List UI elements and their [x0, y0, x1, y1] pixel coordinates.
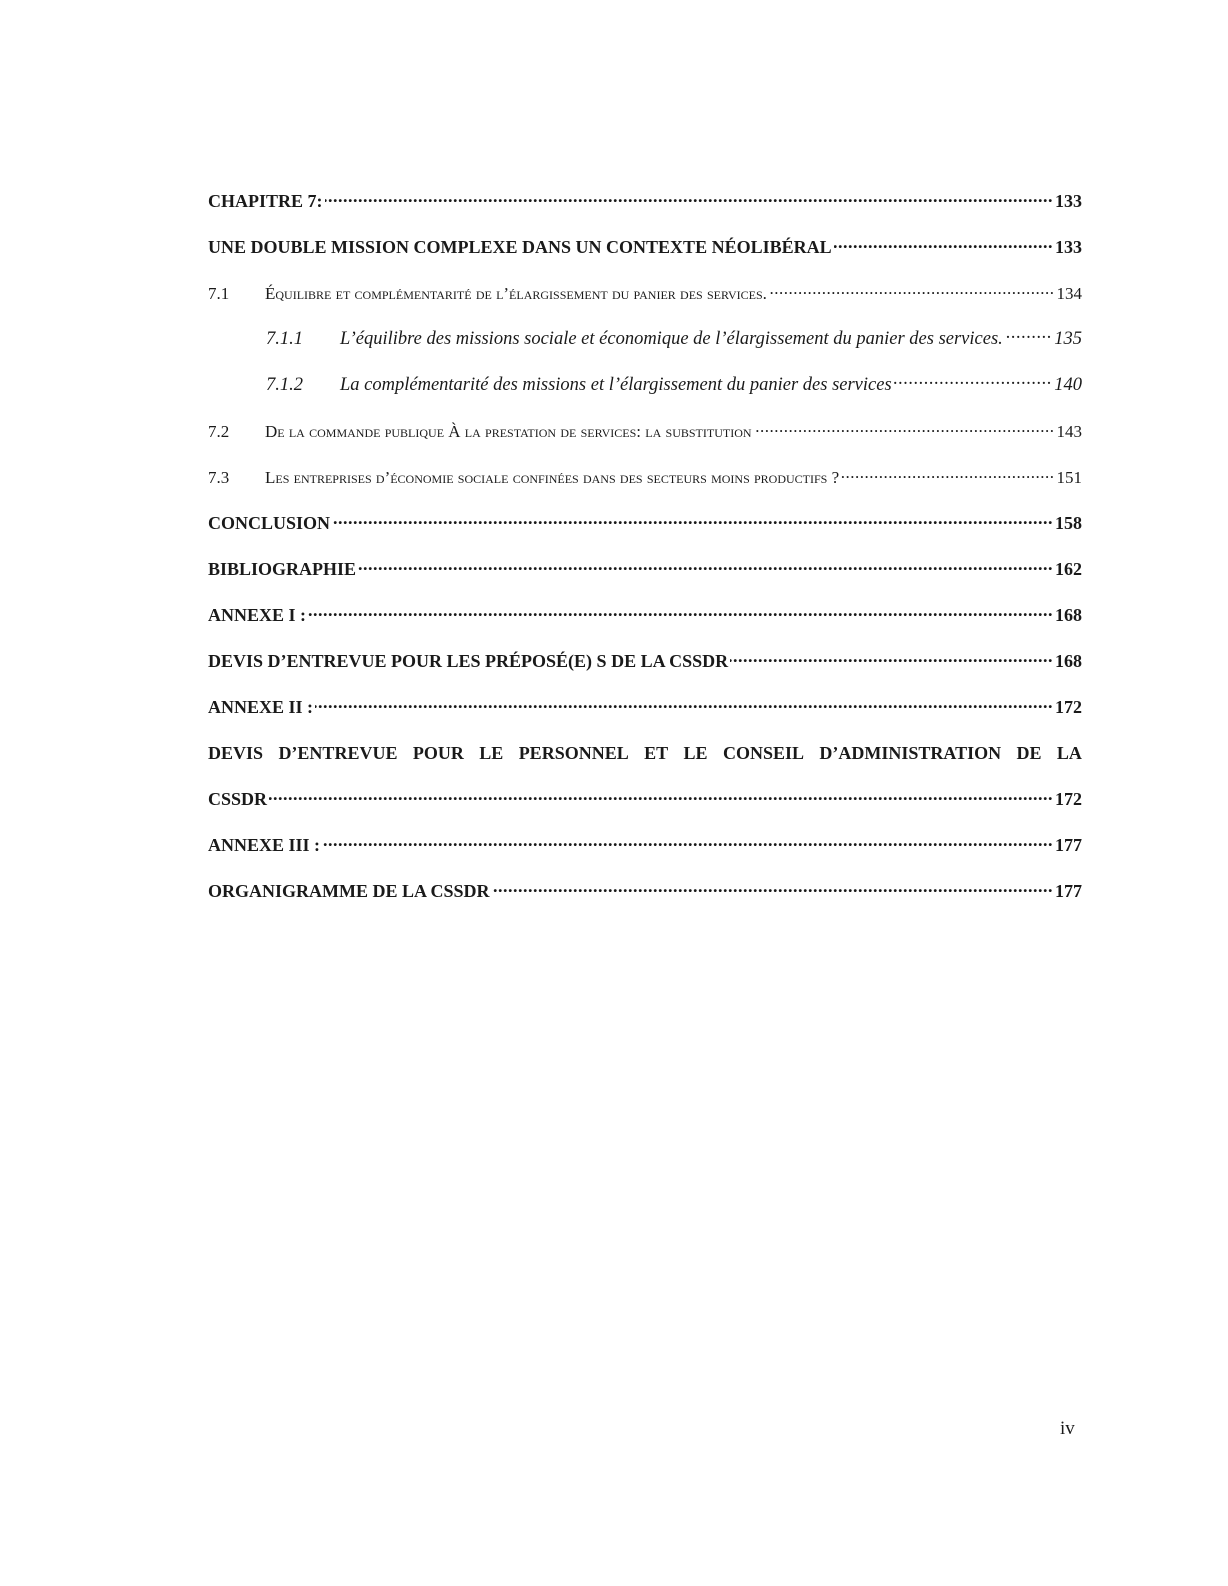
- toc-entry: [208, 364, 1082, 410]
- toc-entry: [208, 226, 1082, 272]
- toc-entry: [208, 778, 1082, 824]
- toc-entry-page: 134: [1056, 284, 1082, 303]
- toc-entry-word: LA: [1056, 743, 1082, 763]
- toc-entry-page: 168: [1055, 651, 1082, 671]
- toc-entry-number: 7.1: [208, 284, 230, 303]
- toc-entry-text: Les entreprises d’économie sociale confinées dans des secteurs moins productifs ?: [265, 468, 840, 487]
- toc-entry-word: POUR: [412, 743, 464, 763]
- toc-entry: [208, 686, 1082, 732]
- toc-dot-leader: [315, 695, 1053, 713]
- toc-dot-leader: [358, 557, 1053, 575]
- toc-dot-leader: [308, 603, 1053, 621]
- toc-dot-leader: [325, 189, 1053, 207]
- toc-entry-title: [208, 191, 323, 212]
- toc-entry-text: UNE DOUBLE MISSION COMPLEXE DANS UN CONTEXTE NÉOLIBÉRAL: [208, 237, 832, 257]
- toc-entry-page: 162: [1055, 559, 1082, 579]
- toc-entry-page: 172: [1055, 697, 1082, 717]
- toc-dot-leader: [769, 282, 1055, 299]
- toc-entry-page: 140: [1054, 375, 1082, 395]
- toc-entry: [208, 318, 1082, 364]
- toc-entry: [208, 180, 1082, 226]
- toc-entry: [208, 272, 1082, 318]
- toc-entry-text: DEVIS D’ENTREVUE POUR LES PRÉPOSÉ(E) S DE LA CSSDR: [208, 651, 729, 671]
- toc-dot-leader: [322, 833, 1053, 851]
- toc-entry-page: 135: [1054, 329, 1082, 349]
- toc-entry-title: [208, 651, 728, 672]
- toc-entry-text: ANNEXE II :: [208, 697, 314, 717]
- toc-entry-title: [266, 375, 892, 396]
- toc-entry-word: DEVIS: [208, 743, 264, 763]
- toc-entry-text: CHAPITRE 7:: [208, 191, 323, 211]
- toc-entry-title: [208, 835, 320, 856]
- toc-entry-page: 133: [1055, 191, 1082, 211]
- toc-entry-page: 168: [1055, 605, 1082, 625]
- toc-dot-leader: [730, 649, 1053, 667]
- toc-entry-title: [208, 789, 267, 810]
- toc-entry-page: 143: [1056, 422, 1082, 441]
- toc-entry-word: CONSEIL: [722, 743, 804, 763]
- toc-dot-leader: [492, 879, 1053, 897]
- toc-entry-text: ORGANIGRAMME DE LA CSSDR: [208, 881, 490, 901]
- toc-entry-title: [208, 422, 752, 442]
- toc-entry-word: D’ADMINISTRATION: [819, 743, 1002, 763]
- toc-entry-title: [208, 697, 313, 718]
- toc-entry-title: [208, 559, 356, 580]
- toc-entry-word: LE: [479, 743, 504, 763]
- toc-entry-number: 7.3: [208, 468, 230, 487]
- toc-entry: [208, 410, 1082, 456]
- toc-dot-leader: [754, 420, 1055, 437]
- toc-entry-number: 7.1.2: [266, 375, 303, 395]
- toc-entry-title: [208, 468, 839, 488]
- toc-entry-number: 7.1.1: [266, 329, 303, 349]
- toc-entry-text: L’équilibre des missions sociale et économique de l’élargissement du panier des services.: [340, 329, 1003, 349]
- toc-entry-page: 177: [1055, 835, 1082, 855]
- table-of-contents: [208, 180, 1082, 916]
- toc-entry-number: 7.2: [208, 422, 230, 441]
- toc-entry-title: [208, 284, 767, 304]
- toc-entry: [208, 594, 1082, 640]
- toc-dot-leader: [332, 511, 1053, 529]
- toc-entry-title: [266, 329, 1003, 350]
- toc-entry: [208, 640, 1082, 686]
- toc-entry: [208, 456, 1082, 502]
- toc-entry-page: 172: [1055, 789, 1082, 809]
- toc-entry-page: 158: [1055, 513, 1082, 533]
- toc-entry-text: CONCLUSION: [208, 513, 331, 533]
- toc-dot-leader: [834, 235, 1053, 253]
- toc-entry-word: DE: [1016, 743, 1042, 763]
- toc-entry: [208, 548, 1082, 594]
- toc-entry-page: 133: [1055, 237, 1082, 257]
- toc-dot-leader: [269, 787, 1053, 805]
- toc-dot-leader: [841, 466, 1054, 483]
- toc-entry-text: Équilibre et complémentarité de l’élargissement du panier des services.: [265, 284, 767, 303]
- toc-dot-leader: [894, 372, 1053, 391]
- toc-entry-word: ET: [644, 743, 669, 763]
- toc-entry-text: De la commande publique À la prestation de services: la substitution: [265, 422, 752, 441]
- page-number: iv: [1060, 1418, 1075, 1439]
- toc-entry-text: CSSDR: [208, 789, 268, 809]
- toc-entry-text: ANNEXE III :: [208, 835, 321, 855]
- toc-entry-text: La complémentarité des missions et l’élargissement du panier des services: [340, 375, 892, 395]
- toc-entry-title: [208, 881, 490, 902]
- toc-entry-word: PERSONNEL: [518, 743, 629, 763]
- toc-entry-word: LE: [683, 743, 708, 763]
- toc-entry-page: 151: [1056, 468, 1082, 487]
- toc-dot-leader: [1005, 326, 1052, 345]
- toc-entry: [208, 732, 1082, 778]
- toc-entry: [208, 502, 1082, 548]
- toc-entry-title: [208, 605, 306, 626]
- toc-entry-title: [208, 513, 330, 534]
- toc-entry-page: 177: [1055, 881, 1082, 901]
- toc-entry: [208, 870, 1082, 916]
- toc-entry-title: [208, 237, 832, 258]
- toc-entry-text: BIBLIOGRAPHIE: [208, 559, 357, 579]
- toc-entry-text: ANNEXE I :: [208, 605, 307, 625]
- toc-entry: [208, 824, 1082, 870]
- toc-entry-word: D’ENTREVUE: [278, 743, 398, 763]
